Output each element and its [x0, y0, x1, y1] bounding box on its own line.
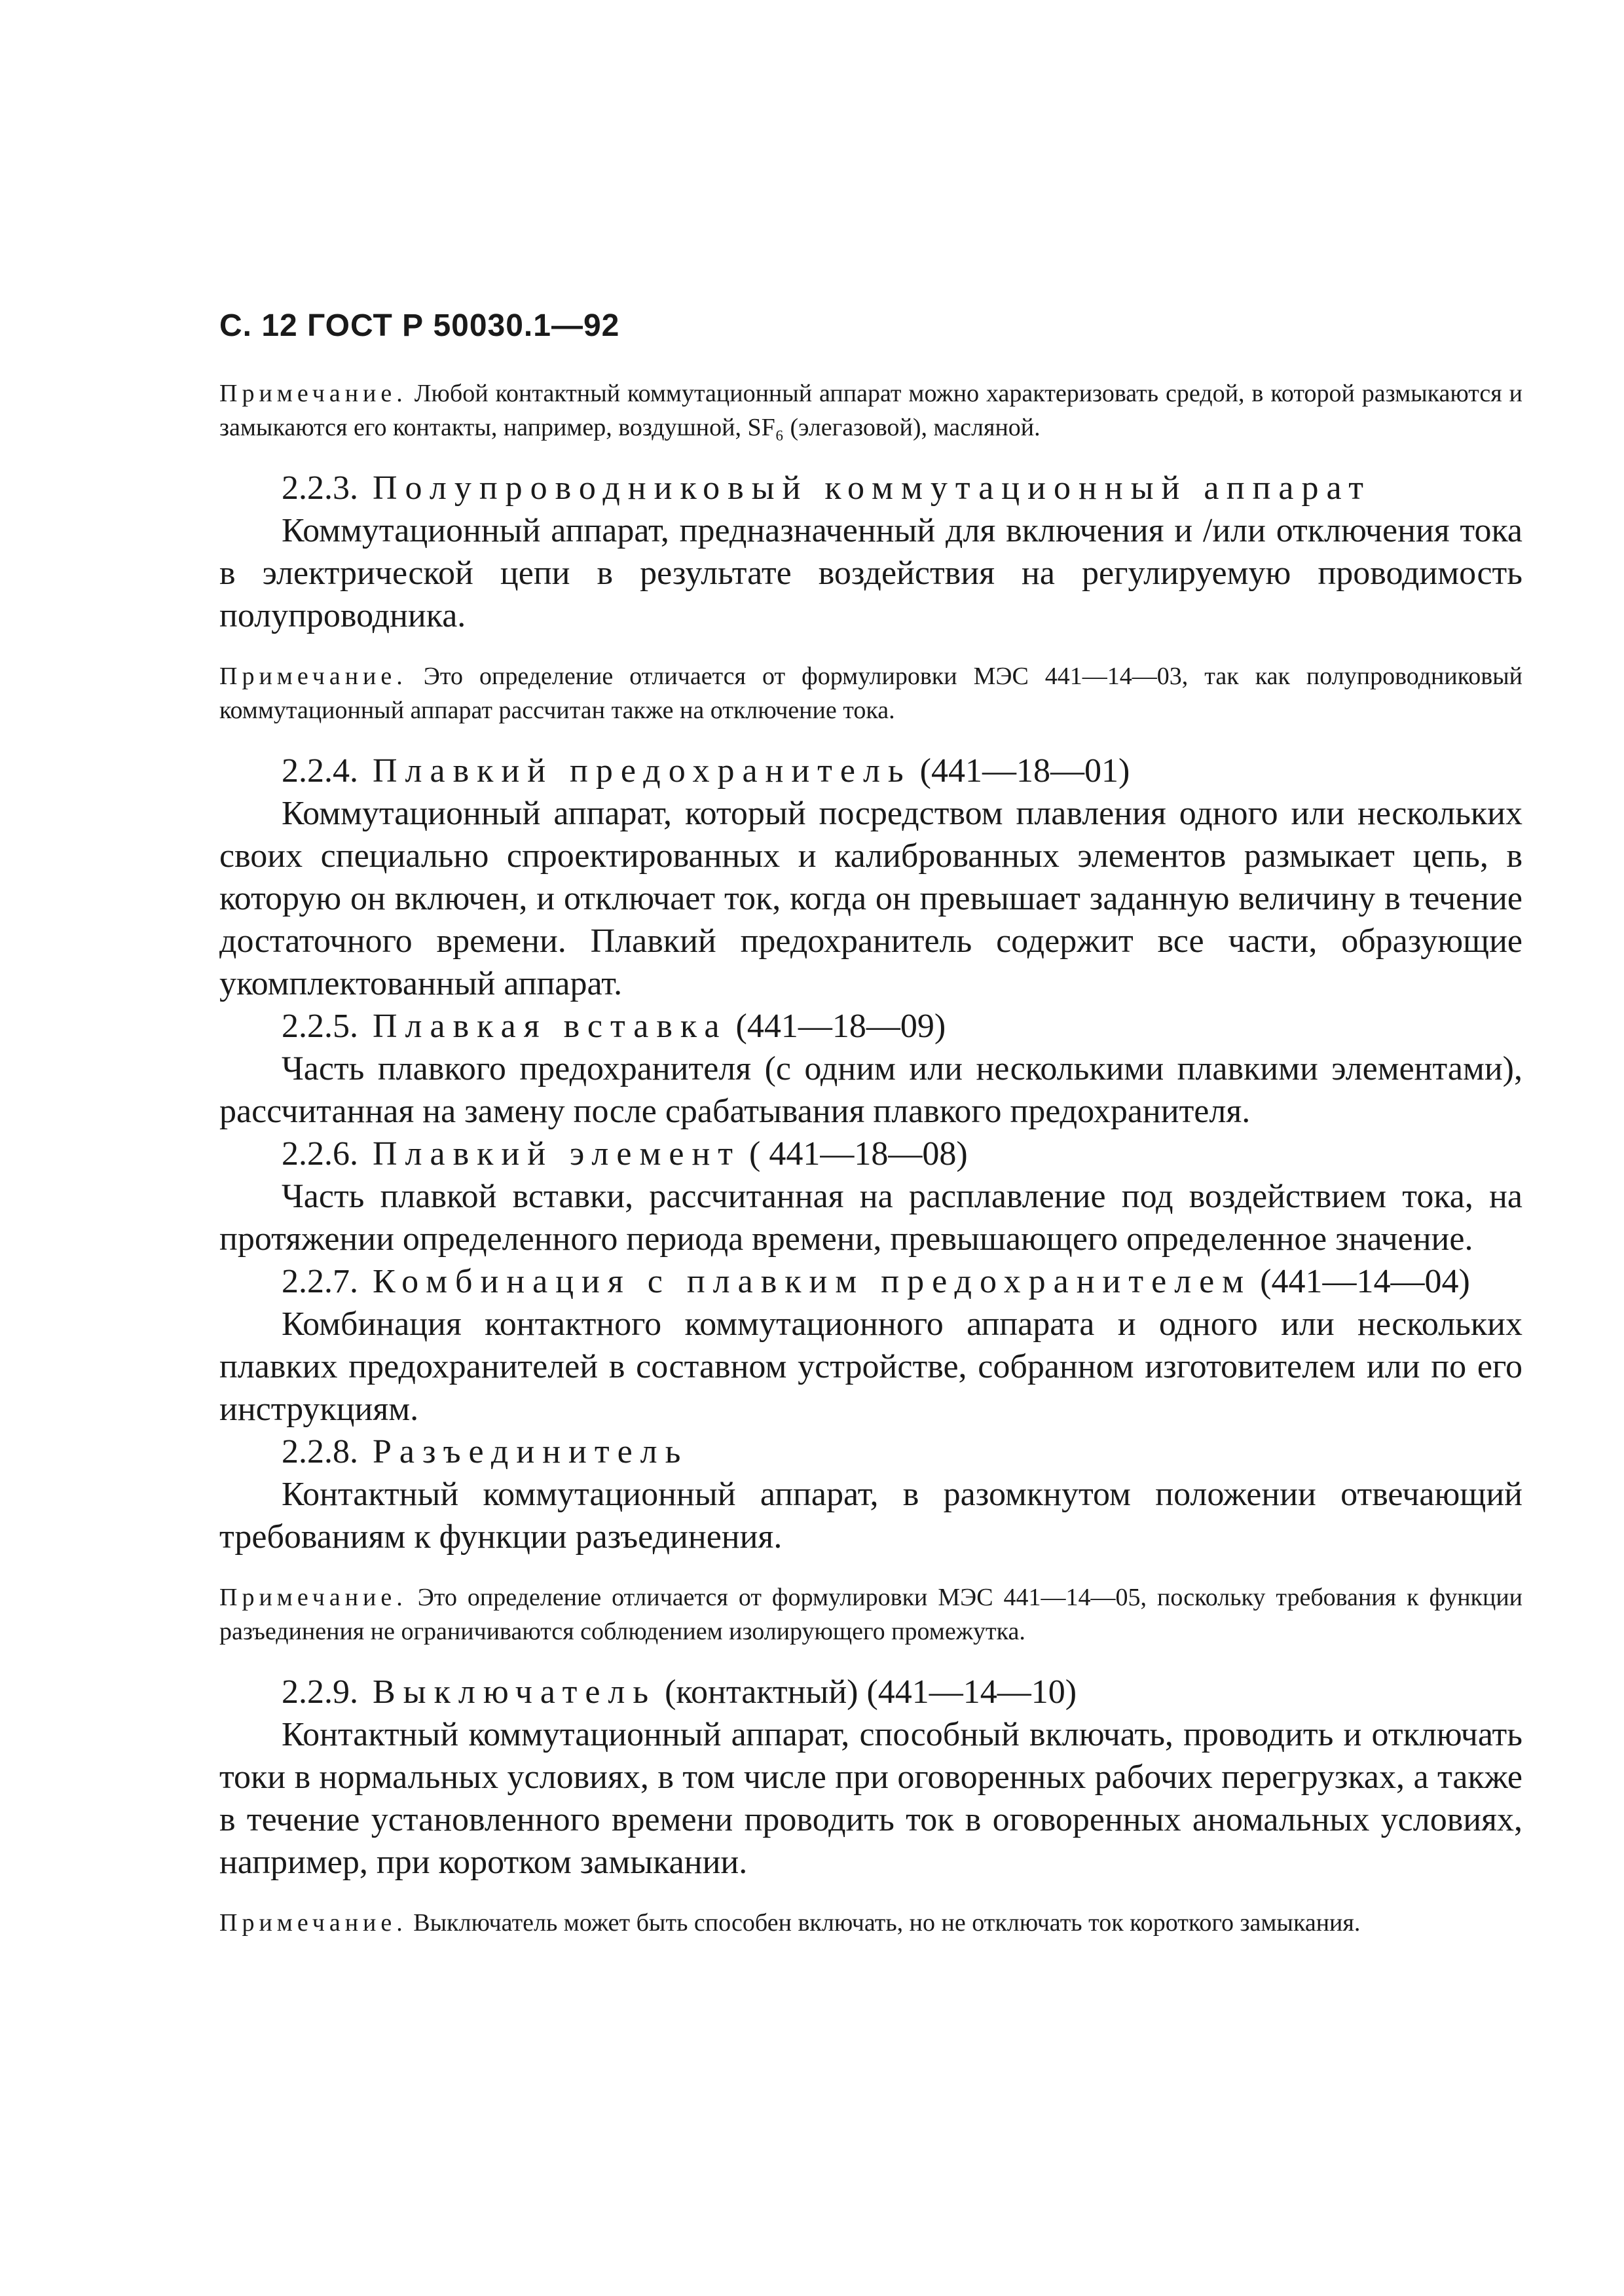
note-text: Это определение отличается от формулировки МЭС 441—14—03, так как полупроводниковый коммутационный аппарат рассчитан также на отключение тока.	[219, 663, 1522, 724]
document-page	[219, 308, 1522, 1940]
term-title: Плавкий элемент	[373, 1135, 741, 1173]
term-2-2-8	[219, 1430, 1522, 1473]
note-text: Любой контактный коммутационный аппарат можно характеризовать средой, в которой размыкаются и замыкаются его контакты, например, воздушной, SF₆ (элегазовой), масляной.	[219, 380, 1523, 441]
term-number: 2.2.5.	[282, 1008, 358, 1045]
term-definition: Контактный коммутационный аппарат, в разомкнутом положении отвечающий требованиям к функции разъединения.	[219, 1476, 1522, 1556]
term-2-2-5	[219, 1005, 1522, 1048]
term-definition: Часть плавкого предохранителя (с одним или несколькими плавкими элементами), рассчитанная на замену после срабатывания плавкого предохранителя.	[219, 1050, 1522, 1130]
term-title: Выключатель	[373, 1673, 657, 1711]
term-definition: Коммутационный аппарат, предназначенный для включения и /или отключения тока в электрической цепи в результате воздействия на регулируемую проводимость полупроводника.	[219, 512, 1522, 634]
term-2-2-3	[219, 467, 1522, 509]
note-label: Примечание.	[219, 1584, 407, 1611]
term-definition: Часть плавкой вставки, рассчитанная на расплавление под воздействием тока, на протяжении определенного периода времени, превышающего определенное значение.	[219, 1178, 1522, 1258]
term-number: 2.2.7.	[282, 1263, 358, 1300]
term-definition: Комбинация контактного коммутационного аппарата и одного или нескольких плавких предохранителей в составном устройстве, собранном изготовителем или по его инструкциям.	[219, 1305, 1522, 1428]
term-reference: (441—18—09)	[735, 1008, 946, 1045]
note-label: Примечание.	[219, 1909, 407, 1937]
term-reference: ( 441—18—08)	[749, 1135, 968, 1173]
term-number: 2.2.4.	[282, 752, 358, 790]
term-2-2-4	[219, 750, 1522, 792]
term-number: 2.2.6.	[282, 1135, 358, 1173]
note-2	[219, 659, 1522, 727]
term-number: 2.2.8.	[282, 1433, 358, 1470]
note-label: Примечание.	[219, 380, 407, 407]
term-title: Полупроводниковый коммутационный аппарат	[373, 469, 1371, 507]
term-2-2-9	[219, 1671, 1522, 1713]
term-reference: (441—18—01)	[919, 752, 1130, 790]
term-title: Разъединитель	[373, 1433, 689, 1470]
term-definition: Контактный коммутационный аппарат, способный включать, проводить и отключать токи в нормальных условиях, в том числе при оговоренных рабочих перегрузках, а также в течение установленного времени проводить ток в оговоренных аномальных условиях, например, при коротком замыкании.	[219, 1716, 1522, 1881]
note-0	[219, 376, 1522, 445]
term-definition: Коммутационный аппарат, который посредством плавления одного или нескольких своих специально спроектированных и калиброванных элементов размыкает цепь, в которую он включен, и отключает ток, когда он превышает заданную величину в течение достаточного времени. Плавкий предохранитель содержит все части, образующие укомплектованный аппарат.	[219, 795, 1522, 1002]
term-2-2-7	[219, 1260, 1522, 1303]
term-number: 2.2.3.	[282, 469, 358, 507]
note-8	[219, 1580, 1522, 1649]
note-text: Выключатель может быть способен включать, но не отключать ток короткого замыкания.	[413, 1909, 1361, 1937]
page-header: С. 12 ГОСТ Р 50030.1—92	[219, 308, 620, 343]
term-reference: (контактный) (441—14—10)	[665, 1673, 1077, 1711]
term-number: 2.2.9.	[282, 1673, 358, 1711]
term-title: Плавкий предохранитель	[373, 752, 912, 790]
term-reference: (441—14—04)	[1260, 1263, 1470, 1300]
note-text: Это определение отличается от формулировки МЭС 441—14—05, поскольку требования к функции разъединения не ограничиваются соблюдением изолирующего промежутка.	[219, 1584, 1522, 1645]
term-2-2-6	[219, 1133, 1522, 1175]
note-10	[219, 1906, 1522, 1940]
note-label: Примечание.	[219, 663, 407, 690]
term-title: Плавкая вставка	[373, 1008, 728, 1045]
term-title: Комбинация с плавким предохранителем	[373, 1263, 1252, 1300]
